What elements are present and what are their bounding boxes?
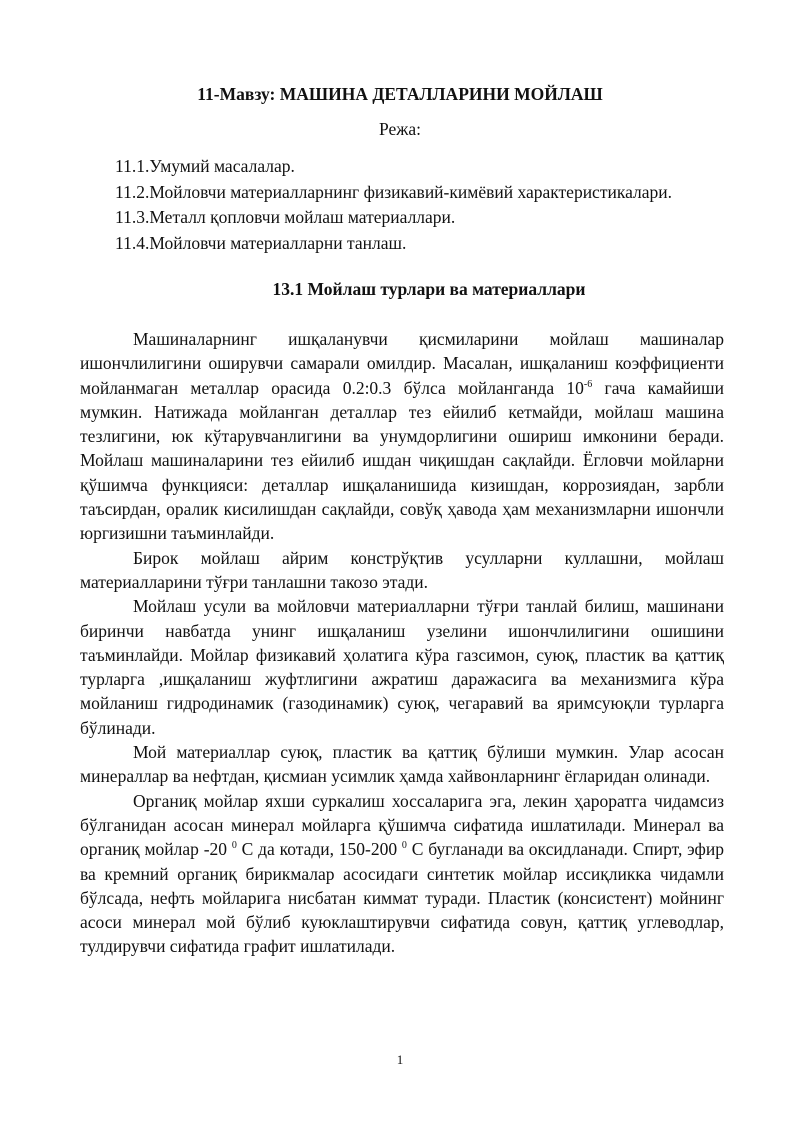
degree-superscript: 0 (401, 840, 407, 852)
plan-list (115, 154, 735, 256)
page-number: 1 (396, 1052, 404, 1067)
plan-item: 11.4.Мойловчи материалларни танлаш. (115, 232, 407, 253)
document-title: 11-Мавзу: МАШИНА ДЕТАЛЛАРИНИ МОЙЛАШ (197, 84, 603, 104)
degree-superscript: 0 (231, 840, 237, 852)
body-text (80, 327, 724, 959)
plan-label: Режа: (379, 119, 421, 139)
plan-item: 11.2.Мойловчи материалларнинг физикавий-кимёвий характеристикалари. (115, 181, 672, 202)
paragraph-1 (80, 327, 724, 546)
paragraph-5-text-c: С бугланади ва оксидланади. Спирт, эфир ва кремний органиқ бирикмалар асосидаги синтетик мойлар иссиқликка чидамли бўлсада, нефть мойларига нисбатан киммат туради. Пластик (консистент) мойнинг асоси минерал мой бўлиб куюклаштирувчи сифатида совун, қаттиқ углеводлар, тулдирувчи сифатида графит ишлатилади. (80, 839, 724, 957)
paragraph-4: Мой материаллар суюқ, пластик ва қаттиқ бўлиши мумкин. Улар асосан минераллар ва нефтдан, қисмиан усимлик ҳамда хайвонларнинг ёгларидан олинади. (80, 742, 724, 787)
paragraph-5 (80, 789, 724, 959)
paragraph-1-text-a: Машиналарнинг ишқаланувчи қисмиларини мойлаш машиналар ишончлилигини оширувчи самарали омилдир. Масалан, ишқаланиш коэффициенти мойланмаган металлар орасида 0.2:0.3 бўлса мойланганда 10 (80, 329, 724, 398)
paragraph-1-text-b: гача камайиши мумкин. Натижада мойланган деталлар тез ейилиб кетмайди, мойлаш машина тезлигини, юк кўтарувчанлигини ва унумдорлигини ошириш имконини беради. Мойлаш машиналарини тез ейилиб ишдан чиқишдан сақлайди. Ёгловчи мойларни қўшимча функцияси: деталлар ишқаланишида кизишдан, коррозиядан, зарбли таъсирдан, оралик кисилишдан сақлайди, совўқ ҳавода ҳам механизмларни ишончли юргизишни таъминлайди. (80, 377, 724, 544)
exponent: -6 (583, 378, 593, 390)
paragraph-3: Мойлаш усули ва мойловчи материалларни тўғри танлай билиш, машинани биринчи навбатда унинг ишқаланиш узелини ишончлилигини ошишини таъминлайди. Мойлар физикавий ҳолатига кўра газсимон, суюқ, пластик ва қаттиқ турларга ,ишқаланиш жуфтлигини ажратиш даражасига ва механизмига кўра мойланиш гидродинамик (газодинамик) суюқ, чегаравий ва яримсуюқли турларга бўлинади. (80, 596, 724, 738)
section-heading: 13.1 Мойлаш турлари ва материаллари (272, 279, 586, 299)
paragraph-5-text-a: Органиқ мойлар яхши суркалиш хоссаларига эга, лекин ҳароратга чидамсиз бўлганидан асосан минерал мойларга қўшимча сифатида ишлатилади. Минерал ва органиқ мойлар -20 (80, 790, 724, 860)
plan-item: 11.3.Металл қопловчи мойлаш материаллари. (115, 207, 456, 227)
paragraph-2: Бирок мойлаш айрим констрўқтив усулларни куллашни, мойлаш материалларини тўғри танлашни такозо этади. (80, 547, 724, 592)
plan-item: 11.1.Умумий масалалар. (115, 156, 295, 176)
paragraph-5-text-b: С да котади, 150-200 (236, 839, 402, 860)
